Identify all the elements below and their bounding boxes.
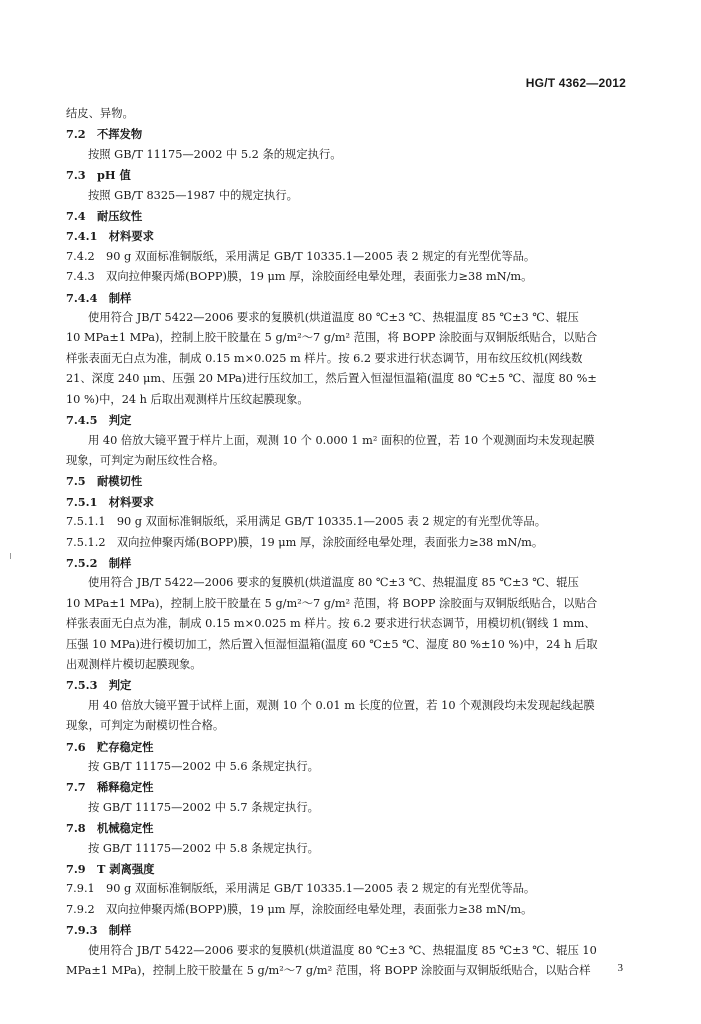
section-heading: 7.9.3 制样 <box>66 923 132 938</box>
section-heading: 7.4.4 制样 <box>66 290 132 305</box>
text-line: 按 GB/T 11175—2002 中 5.6 条规定执行。 <box>88 760 319 773</box>
text-line: 样张表面无白点为准，制成 0.15 m×0.025 m 样片。按 6.2 要求进行状态调节，用模切机(钢线 1 mm、 <box>66 617 596 631</box>
text-line: 使用符合 JB/T 5422—2006 要求的复膜机(烘道温度 80 ℃±3 ℃、热辊温度 85 ℃±3 ℃、辊压 10 <box>88 943 597 957</box>
margin-mark <box>10 553 11 559</box>
text-line: 10 MPa±1 MPa)，控制上胶干胶量在 5 g/m²～7 g/m² 范围，将 BOPP 涂胶面与双铜版纸贴合，以贴合 <box>66 596 598 610</box>
section-heading: 7.7 稀释稳定性 <box>66 780 154 795</box>
text-line: 使用符合 JB/T 5422—2006 要求的复膜机(烘道温度 80 ℃±3 ℃、热辊温度 85 ℃±3 ℃、辊压 <box>88 311 579 325</box>
section-heading: 7.5.3 判定 <box>66 678 132 693</box>
document-code-header: HG/T 4362—2012 <box>525 76 626 90</box>
text-line: 7.5.1.1 90 g 双面标准铜版纸，采用满足 GB/T 10335.1—2005 表 2 规定的有光型优等品。 <box>66 515 547 529</box>
text-line: 样张表面无白点为准，制成 0.15 m×0.025 m 样片。按 6.2 要求进行状态调节，用布纹压纹机(网线数 <box>66 351 583 365</box>
text-line: 使用符合 JB/T 5422—2006 要求的复膜机(烘道温度 80 ℃±3 ℃、热辊温度 85 ℃±3 ℃、辊压 <box>88 576 579 590</box>
text-line: 用 40 倍放大镜平置于样片上面，观测 10 个 0.000 1 m² 面积的位置，若 10 个观测面均未发现起膜 <box>88 433 595 447</box>
document-body <box>66 104 640 981</box>
page-number: 3 <box>617 962 623 974</box>
text-line: 按 GB/T 11175—2002 中 5.7 条规定执行。 <box>88 800 319 814</box>
text-line: 21、深度 240 μm、压强 20 MPa)进行压纹加工，然后置入恒湿恒温箱(温度 80 ℃±5 ℃、湿度 80 %± <box>66 372 597 386</box>
section-heading: 7.4.1 材料要求 <box>66 229 154 244</box>
section-heading: 7.8 机械稳定性 <box>66 821 154 836</box>
text-line: MPa±1 MPa)，控制上胶干胶量在 5 g/m²～7 g/m² 范围，将 BOPP 涂胶面与双铜版纸贴合，以贴合样 <box>66 964 591 978</box>
text-line: 出观测样片模切起膜现象。 <box>66 657 202 671</box>
text-line: 7.4.3 双向拉伸聚丙烯(BOPP)膜，19 μm 厚，涂胶面经电晕处理，表面张力≥38 mN/m。 <box>66 270 533 284</box>
section-heading: 7.9 T 剥离强度 <box>66 862 155 877</box>
text-line: 现象，可判定为耐模切性合格。 <box>66 719 225 733</box>
section-heading: 7.6 贮存稳定性 <box>66 739 154 754</box>
text-line: 按照 GB/T 8325—1987 中的规定执行。 <box>88 188 298 202</box>
section-heading: 7.4.5 判定 <box>66 413 132 428</box>
text-line: 压强 10 MPa)进行模切加工，然后置入恒湿恒温箱(温度 60 ℃±5 ℃、湿度 80 %±10 %)中，24 h 后取 <box>66 637 598 651</box>
text-line: 按 GB/T 11175—2002 中 5.8 条规定执行。 <box>88 841 319 855</box>
text-line: 结皮、异物。 <box>66 107 134 120</box>
text-line: 7.9.2 双向拉伸聚丙烯(BOPP)膜，19 μm 厚，涂胶面经电晕处理，表面张力≥38 mN/m。 <box>66 902 533 916</box>
section-heading: 7.4 耐压纹性 <box>66 209 143 224</box>
text-line: 现象，可判定为耐压纹性合格。 <box>66 453 225 467</box>
text-line: 7.5.1.2 双向拉伸聚丙烯(BOPP)膜，19 μm 厚，涂胶面经电晕处理，表面张力≥38 mN/m。 <box>66 535 544 549</box>
text-line: 7.4.2 90 g 双面标准铜版纸，采用满足 GB/T 10335.1—2005 表 2 规定的有光型优等品。 <box>66 249 536 263</box>
section-heading: 7.5.1 材料要求 <box>66 494 154 509</box>
section-heading: 7.3 pH 值 <box>66 168 131 183</box>
text-line: 10 MPa±1 MPa)，控制上胶干胶量在 5 g/m²～7 g/m² 范围，将 BOPP 涂胶面与双铜版纸贴合，以贴合 <box>66 331 598 345</box>
section-heading: 7.2 不挥发物 <box>66 127 143 142</box>
text-line: 10 %)中，24 h 后取出观测样片压纹起膜现象。 <box>66 392 309 406</box>
section-heading: 7.5 耐模切性 <box>66 474 143 489</box>
text-line: 按照 GB/T 11175—2002 中 5.2 条的规定执行。 <box>88 147 342 161</box>
text-line: 7.9.1 90 g 双面标准铜版纸，采用满足 GB/T 10335.1—2005 表 2 规定的有光型优等品。 <box>66 882 536 896</box>
text-line: 用 40 倍放大镜平置于试样上面，观测 10 个 0.01 m 长度的位置，若 10 个观测段均未发现起线起膜 <box>88 698 595 712</box>
section-heading: 7.5.2 制样 <box>66 555 132 570</box>
